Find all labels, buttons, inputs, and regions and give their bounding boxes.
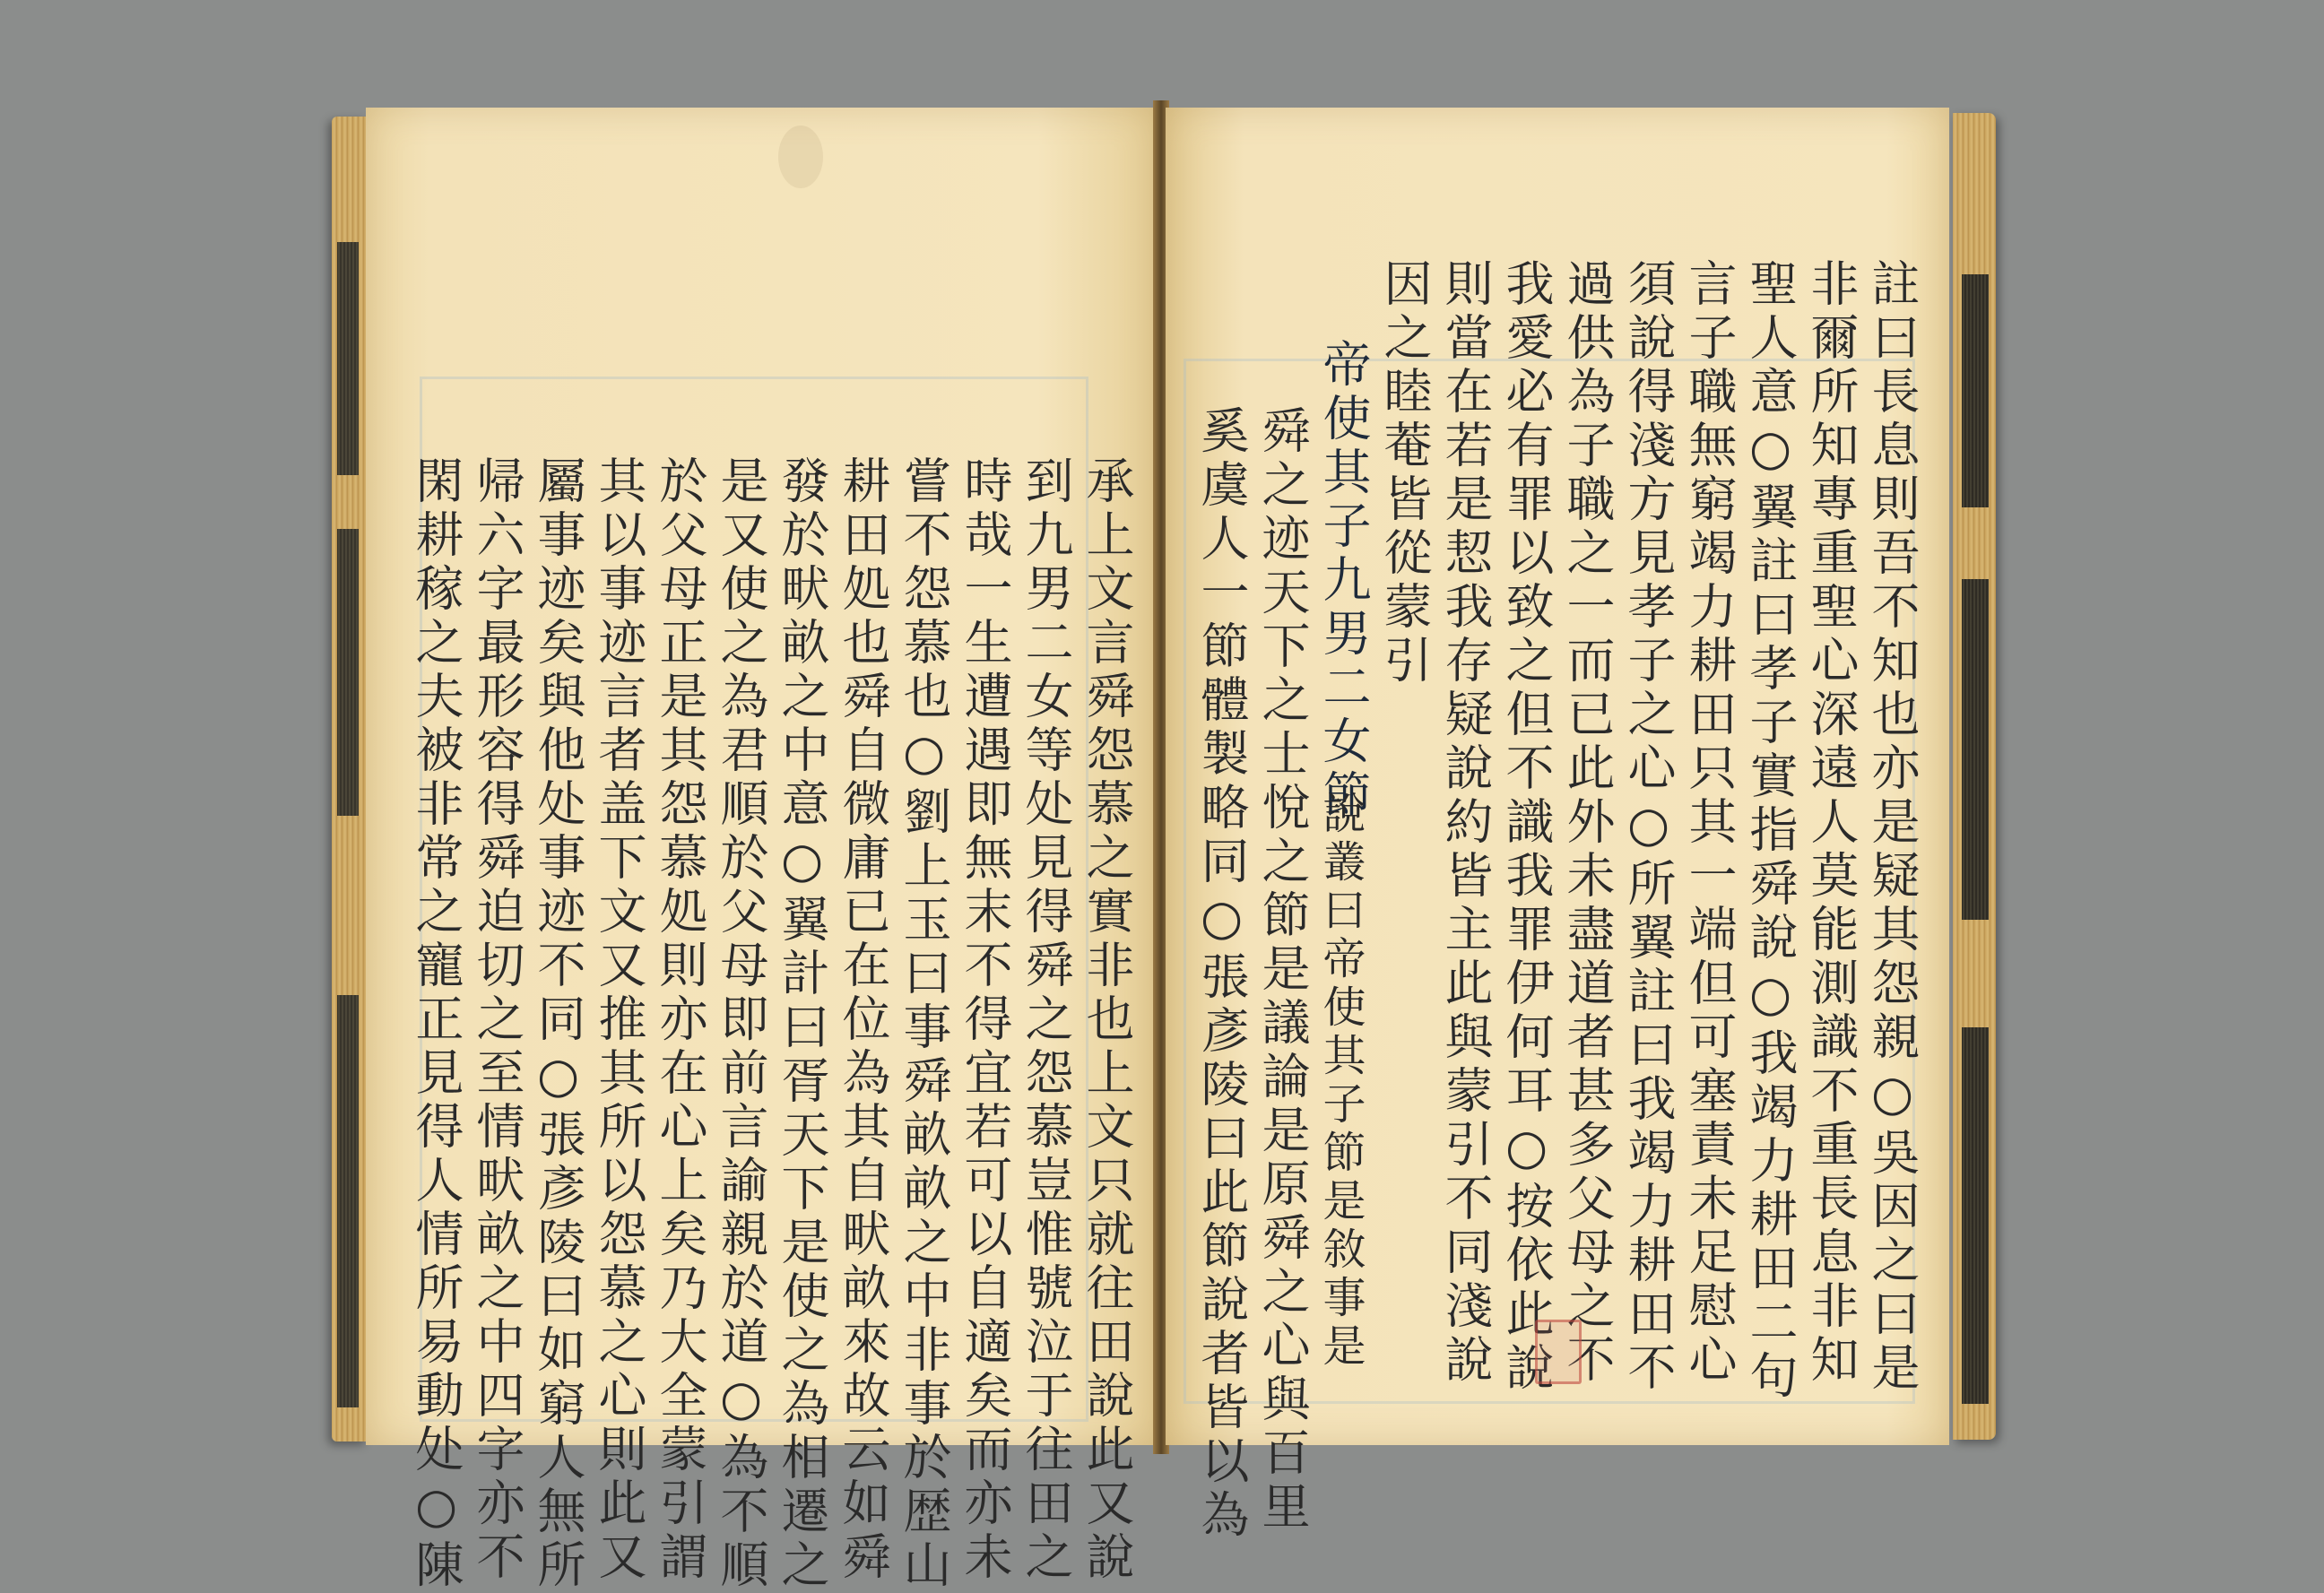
left-text-column: 耕田処也舜自微庸已在位為其自畎畝來故云如舜 — [835, 455, 891, 1585]
right-text-column: 奚虞人一節體製略同○張彥陵曰此節說者皆以為 — [1193, 405, 1250, 1543]
left-text-column: 時哉一生遭遇即無末不得宜若可以自適矣而亦未 — [957, 455, 1013, 1585]
open-book — [332, 100, 1996, 1593]
right-edge-dark-band — [1962, 579, 1989, 920]
left-text-column: 其以事迹言者盖下文又推其所以怨慕之心則此又 — [591, 455, 647, 1585]
left-page-edges — [332, 117, 368, 1441]
left-edge-dark-band — [337, 242, 359, 475]
right-text-column: 須說得淺方見孝子之心○所翼註曰我竭力耕田不 — [1620, 258, 1677, 1396]
right-page-edges — [1953, 113, 1996, 1440]
right-text-column: 因之睦菴皆從蒙引 — [1376, 258, 1433, 688]
left-text-column: 於父母正是其怨慕処則亦在心上矣乃大全蒙引謂 — [652, 455, 708, 1585]
left-edge-dark-band — [337, 995, 359, 1407]
right-text-column: 註曰長息則吾不知也亦是疑其怨親○吳因之曰是 — [1864, 258, 1921, 1396]
left-text-column: 到九男二女等处見得舜之怨慕豈惟號泣于往田之 — [1018, 455, 1074, 1585]
right-text-column: 聖人意○翼註曰孝子實指舜說○我竭力耕田二句 — [1742, 258, 1799, 1404]
left-text-column: 是又使之為君順於父母即前言諭親於道○為不順 — [713, 455, 769, 1593]
right-text-column: 則當在若是恝我存疑說約皆主此與蒙引不同淺說 — [1437, 258, 1494, 1388]
right-text-column: 我愛必有罪以致之但不識我罪伊何耳○按依此說 — [1498, 258, 1555, 1396]
right-edge-dark-band — [1962, 274, 1989, 507]
left-edge-dark-band — [337, 529, 359, 816]
left-text-column: 閑耕稼之夫被非常之寵正見得人情所易動处○陳 — [408, 455, 464, 1593]
right-inline-commentary: 說叢曰帝使其子節是敘事是 — [1315, 791, 1366, 1372]
right-text-column: 舜之迹天下之士悅之節是議論是原舜之心與百里 — [1254, 405, 1311, 1535]
left-text-column: 嘗不怨慕也○劉上玉曰事舜畝畝之中非事於歴山 — [896, 455, 952, 1593]
section-heading: 帝使其子九男二女節 — [1315, 339, 1372, 823]
right-text-column: 言子職無窮竭力耕田只其一端但可塞責未足慰心 — [1681, 258, 1738, 1388]
right-text-column: 過供為子職之一而已此外未盡道者甚多父母之不 — [1559, 258, 1616, 1388]
right-text-column: 非爾所知專重聖心深遠人莫能測識不重長息非知 — [1803, 258, 1860, 1388]
left-text-column: 屬事迹矣與他处事迹不同○張彥陵曰如窮人無所 — [530, 455, 586, 1593]
paper-stain — [778, 126, 823, 188]
left-text-column: 帰六字最形容得舜迫切之至情畎畝之中四字亦不 — [469, 455, 525, 1585]
right-edge-dark-band — [1962, 1027, 1989, 1404]
left-text-column: 發於畎畝之中意○翼計曰胥天下是使之為相遷之 — [774, 455, 830, 1593]
red-seal-stamp — [1535, 1320, 1582, 1384]
left-text-column: 承上文言舜怨慕之實非也上文只就往田說此又說 — [1079, 455, 1135, 1585]
